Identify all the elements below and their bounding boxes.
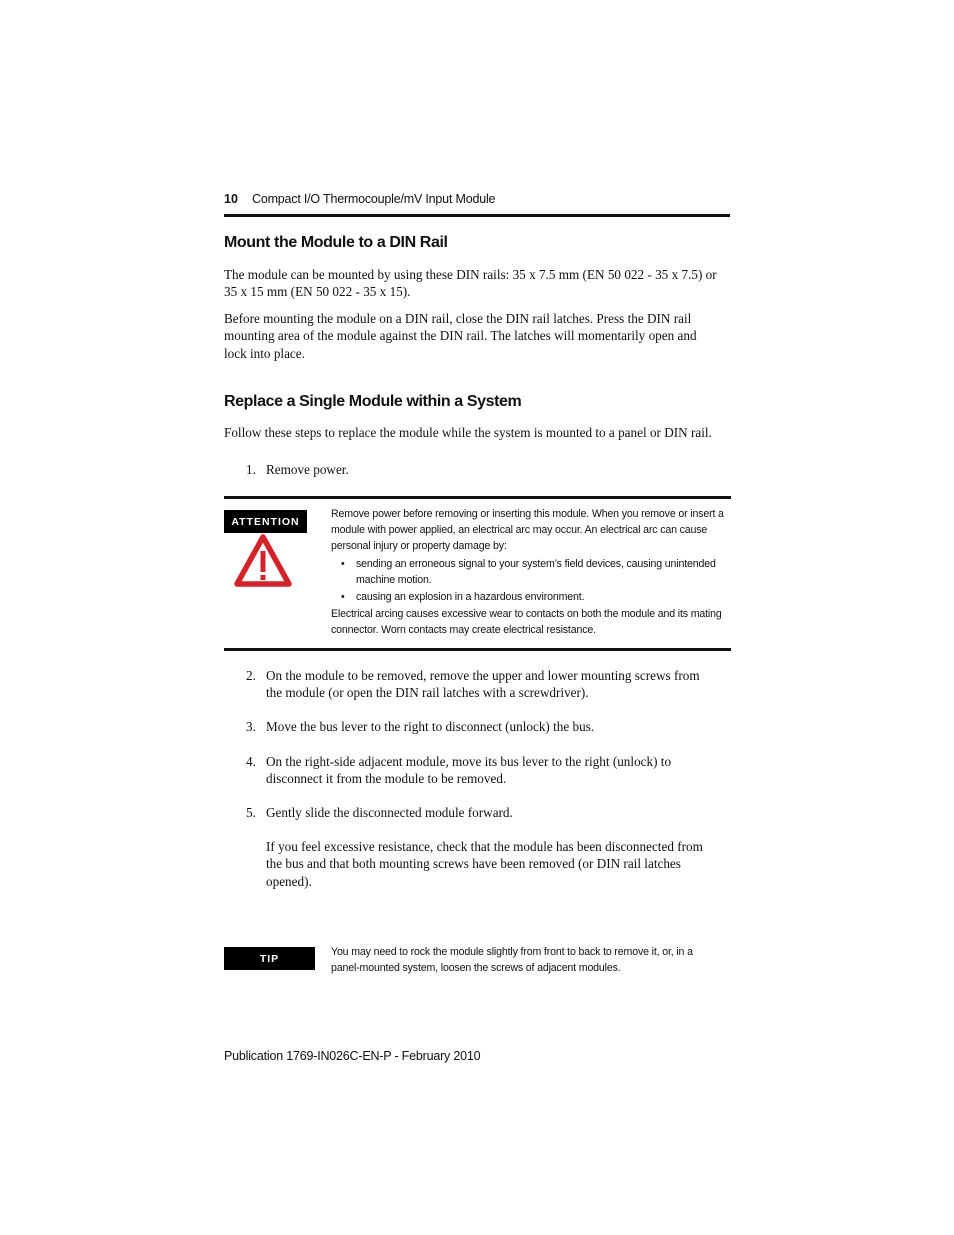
- section-heading-replace-module: Replace a Single Module within a System: [224, 393, 522, 410]
- text-line: connector. Worn contacts may create electrical resistance.: [331, 624, 596, 636]
- step-text: [266, 718, 594, 735]
- text-line: The module can be mounted by using these DIN rails: 35 x 7.5 mm (EN 50 022 - 35 x 7.5) or: [224, 267, 717, 282]
- step-text: [266, 753, 671, 788]
- text-line: 35 x 15 mm (EN 50 022 - 35 x 15).: [224, 284, 411, 300]
- attention-bottom-rule: [224, 648, 731, 651]
- page-number: 10: [224, 192, 238, 206]
- paragraph-din-rails: [224, 266, 717, 301]
- step-text: [266, 804, 513, 821]
- publication-footer: Publication 1769-IN026C-EN-P - February 2010: [224, 1049, 481, 1063]
- text-line: causing an explosion in a hazardous environment.: [356, 591, 585, 603]
- text-line: If you feel excessive resistance, check that the module has been disconnected from: [266, 839, 703, 854]
- text-line: Gently slide the disconnected module forward.: [266, 805, 513, 820]
- page-header: [224, 192, 730, 212]
- text-line: Move the bus lever to the right to disconnect (unlock) the bus.: [266, 719, 595, 734]
- attention-closing: [331, 606, 722, 638]
- step-number: 5.: [246, 805, 256, 820]
- text-line: Before mounting the module on a DIN rail, close the DIN rail latches. Press the DIN rail: [224, 311, 692, 326]
- section-heading-din-rail: Mount the Module to a DIN Rail: [224, 234, 448, 251]
- text-line: Electrical arcing causes excessive wear to contacts on both the module and its mating: [331, 608, 722, 620]
- step-number: 2.: [246, 668, 256, 683]
- attention-bullet: [356, 589, 584, 605]
- tip-label: TIP: [224, 947, 315, 970]
- text-line: You may need to rock the module slightly from front to back to remove it, or, in a: [331, 946, 693, 958]
- step-text: [266, 461, 349, 478]
- tip-text: [331, 944, 693, 976]
- paragraph-intro: Follow these steps to replace the module while the system is mounted to a panel or DIN rail.: [224, 425, 712, 440]
- text-line: personal injury or property damage by:: [331, 540, 507, 552]
- text-line: On the module to be removed, remove the upper and lower mounting screws from: [266, 668, 700, 683]
- step-number: 4.: [246, 754, 256, 769]
- attention-text: [331, 506, 724, 554]
- step-note: [266, 838, 703, 890]
- text-line: module with power applied, an electrical arc may occur. An electrical arc can cause: [331, 524, 708, 536]
- paragraph-mounting: [224, 310, 697, 362]
- step-text: [266, 667, 700, 702]
- text-line: the bus and that both mounting screws have been removed (or DIN rail latches: [266, 856, 681, 872]
- attention-label: ATTENTION: [224, 510, 307, 533]
- header-rule: [224, 214, 730, 217]
- attention-bullet: [356, 556, 716, 588]
- text-line: sending an erroneous signal to your system’s field devices, causing unintended: [356, 558, 716, 570]
- text-line: On the right-side adjacent module, move its bus lever to the right (unlock) to: [266, 754, 672, 769]
- bullet-marker: •: [341, 591, 345, 603]
- text-line: lock into place.: [224, 345, 305, 361]
- text-line: disconnect it from the module to be removed.: [266, 771, 507, 787]
- attention-top-rule: [224, 496, 731, 499]
- warning-triangle-icon: [234, 534, 292, 588]
- text-line: the module (or open the DIN rail latches with a screwdriver).: [266, 685, 589, 701]
- text-line: Remove power before removing or inserting this module. When you remove or insert a: [331, 508, 724, 520]
- text-line: machine motion.: [356, 574, 432, 586]
- text-line: mounting area of the module against the DIN rail. The latches will momentarily open and: [224, 328, 697, 344]
- step-number: 1.: [246, 462, 256, 477]
- text-line: panel-mounted system, loosen the screws of adjacent modules.: [331, 962, 621, 974]
- text-line: opened).: [266, 873, 312, 889]
- text-line: Remove power.: [266, 462, 349, 477]
- running-title: Compact I/O Thermocouple/mV Input Module: [252, 192, 496, 206]
- step-number: 3.: [246, 719, 256, 734]
- bullet-marker: •: [341, 558, 345, 570]
